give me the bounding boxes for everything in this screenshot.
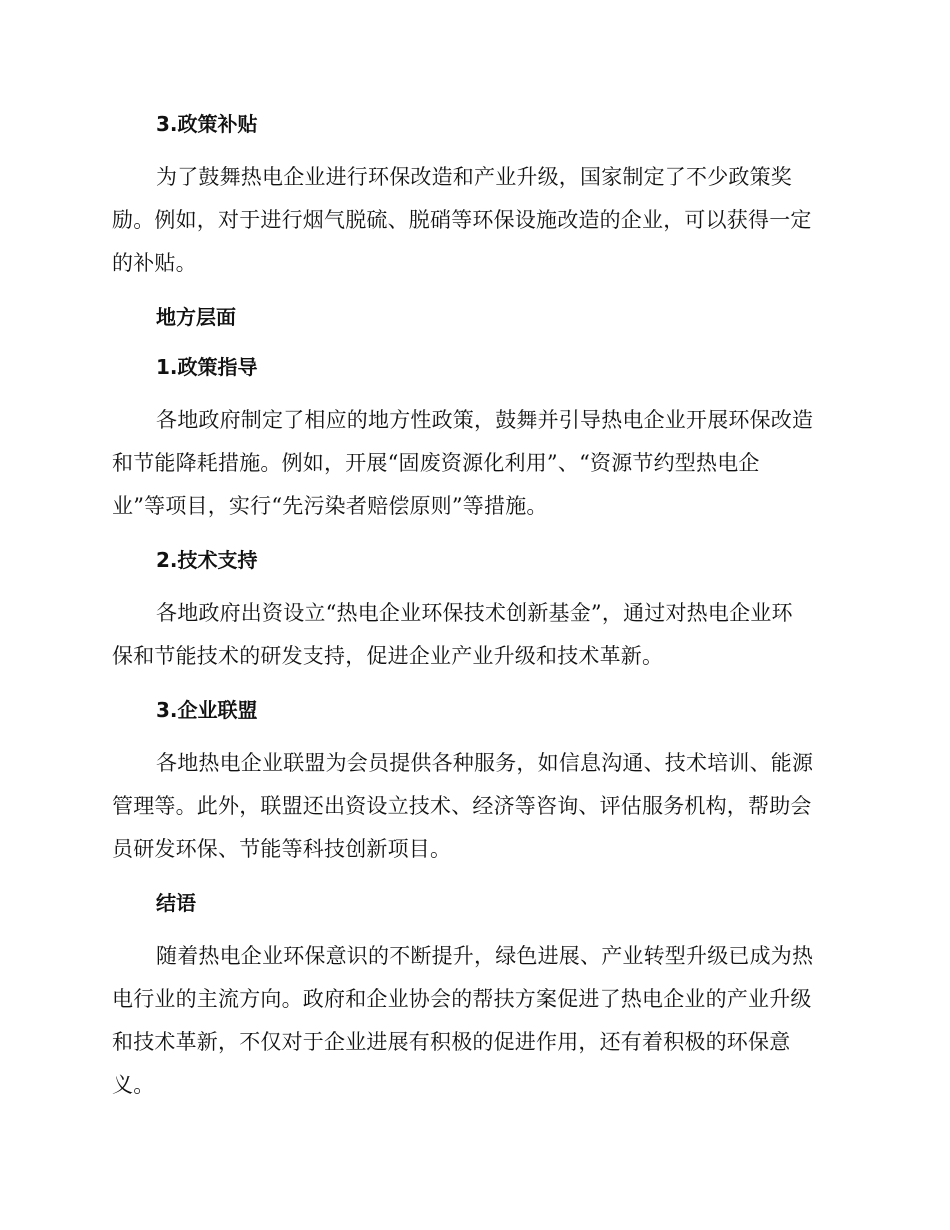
section-paragraph bbox=[112, 742, 832, 871]
paragraph-line: 各地政府制定了相应的地方性政策，鼓舞并引导热电企业开展环保改造 bbox=[156, 408, 814, 432]
paragraph-line: 各地热电企业联盟为会员提供各种服务，如信息沟通、技术培训、能源 bbox=[156, 751, 814, 775]
section-heading: 结语 bbox=[156, 891, 196, 915]
paragraph-line: 电行业的主流方向。政府和企业协会的帮扶方案促进了热电企业的产业升级 bbox=[112, 987, 812, 1011]
paragraph-line: 随着热电企业环保意识的不断提升，绿色进展、产业转型升级已成为热 bbox=[156, 944, 814, 968]
section-paragraph bbox=[112, 592, 832, 678]
section-heading: 3.政策补贴 bbox=[156, 112, 258, 136]
paragraph-line: 各地政府出资设立“热电企业环保技术创新基金”，通过对热电企业环 bbox=[156, 601, 793, 625]
paragraph-line: 义。 bbox=[112, 1073, 155, 1097]
paragraph-line: 和节能降耗措施。例如，开展“固废资源化利用”、“资源节约型热电企 bbox=[112, 451, 760, 475]
section-heading: 3.企业联盟 bbox=[156, 698, 258, 722]
section-paragraph bbox=[112, 935, 832, 1107]
paragraph-line: 为了鼓舞热电企业进行环保改造和产业升级，国家制定了不少政策奖 bbox=[156, 165, 792, 189]
paragraph-line: 员研发环保、节能等科技创新项目。 bbox=[112, 837, 452, 861]
section-heading: 1.政策指导 bbox=[156, 355, 258, 379]
section-paragraph bbox=[112, 156, 832, 285]
document-page bbox=[112, 106, 832, 1107]
paragraph-line: 管理等。此外，联盟还出资设立技术、经济等咨询、评估服务机构，帮助会 bbox=[112, 794, 812, 818]
section-heading: 地方层面 bbox=[156, 305, 236, 329]
paragraph-line: 保和节能技术的研发支持，促进企业产业升级和技术革新。 bbox=[112, 644, 664, 668]
section-heading: 2.技术支持 bbox=[156, 548, 258, 572]
paragraph-line: 励。例如，对于进行烟气脱硫、脱硝等环保设施改造的企业，可以获得一定 bbox=[112, 208, 812, 232]
paragraph-line: 和技术革新，不仅对于企业进展有积极的促进作用，还有着积极的环保意 bbox=[112, 1030, 791, 1054]
paragraph-line: 业”等项目，实行“先污染者赔偿原则”等措施。 bbox=[112, 494, 548, 518]
section-paragraph bbox=[112, 399, 832, 528]
paragraph-line: 的补贴。 bbox=[112, 251, 197, 275]
